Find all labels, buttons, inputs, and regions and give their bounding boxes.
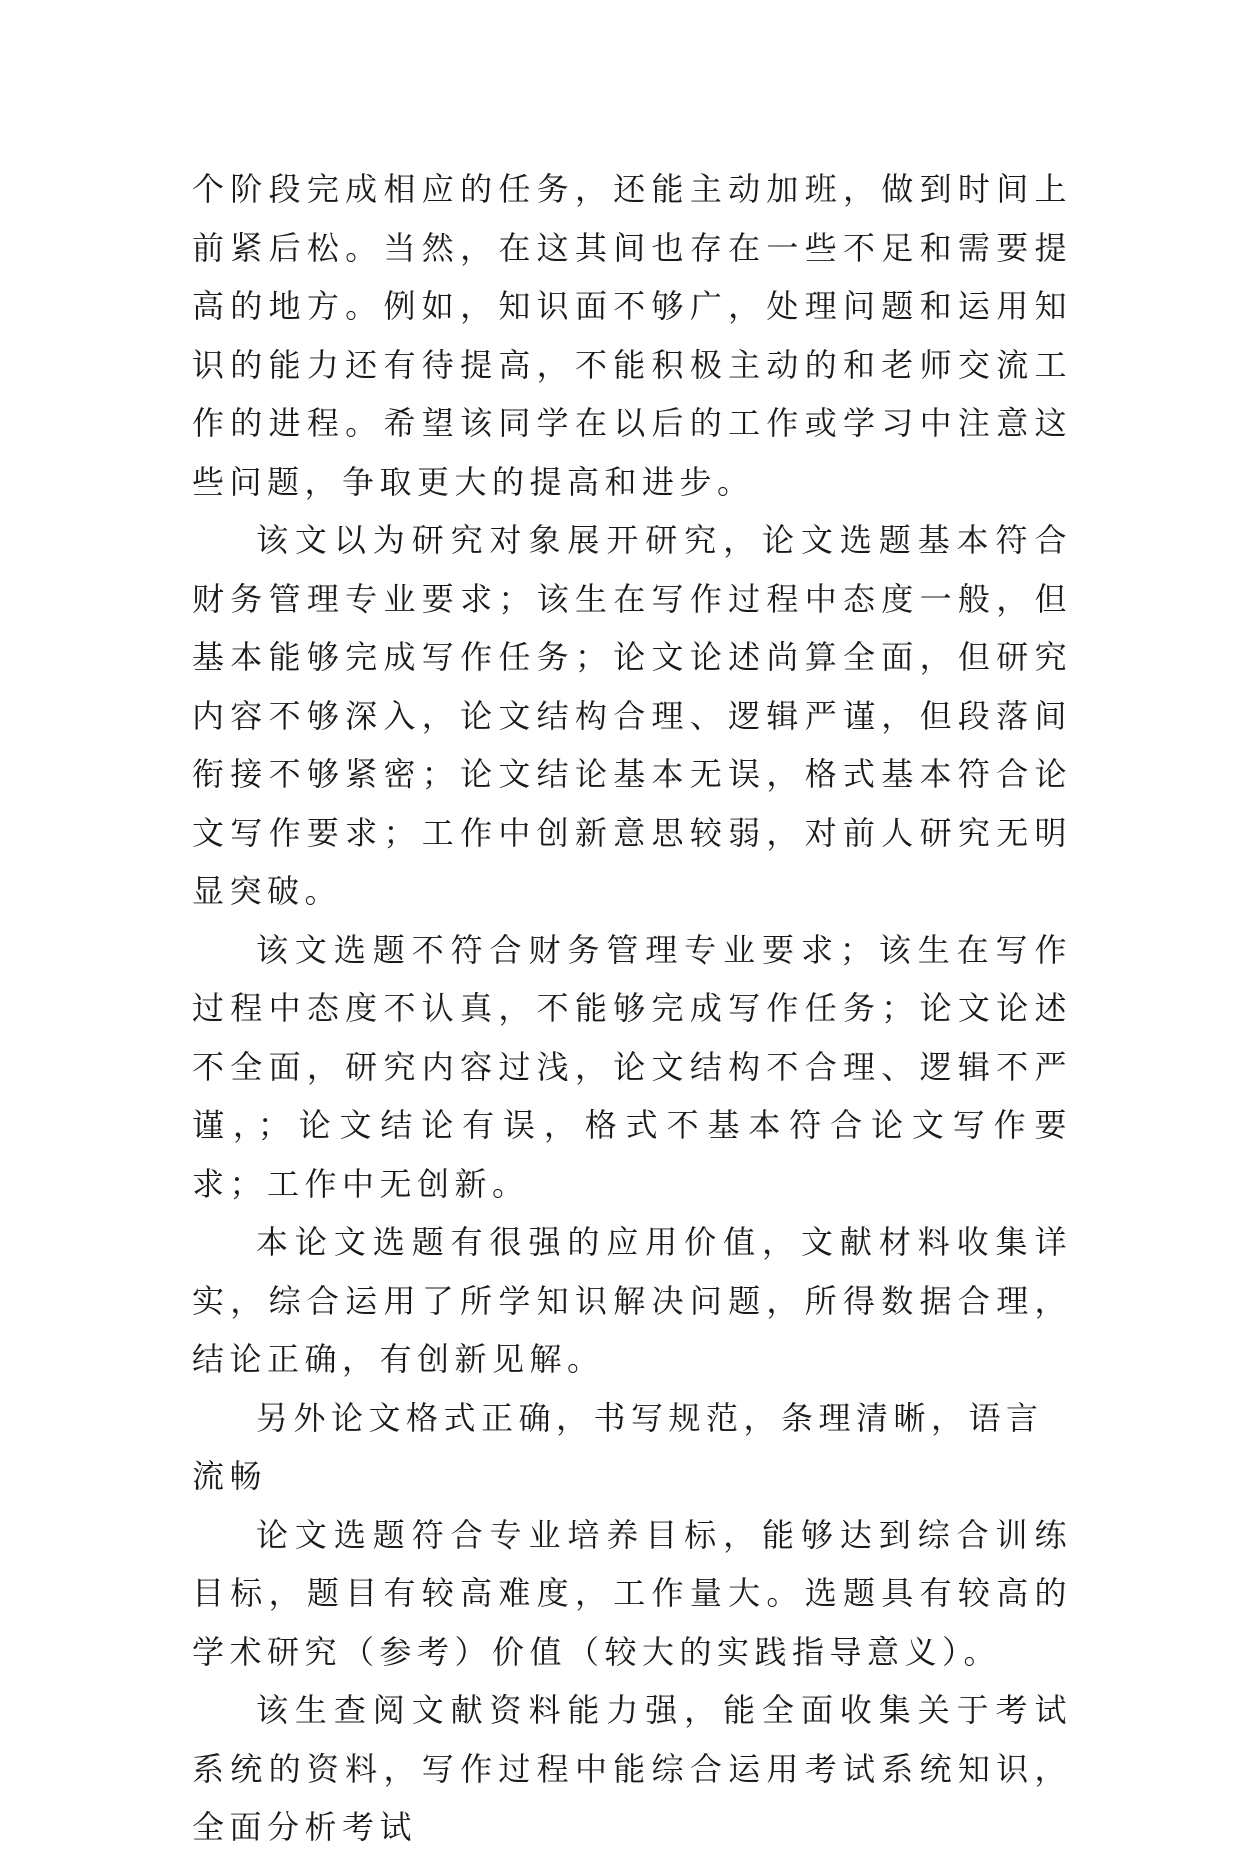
paragraph-strong-evaluation: 本论文选题有很强的应用价值，文献材料收集详实，综合运用了所学知识解决问题，所得数据合理，结论正确，有创新见解。	[192, 1223, 1072, 1378]
paragraph-failing-evaluation: 该文选题不符合财务管理专业要求；该生在写作过程中态度不认真，不能够完成写作任务；论文论述不全面，研究内容过浅，论文结构不合理、逻辑不严谨，；论文结论有误，格式不基本符合论文写作要求；工作中无创新。	[192, 930, 1072, 1203]
paragraph-format-note: 另外论文格式正确，书写规范，条理清晰，语言流畅	[192, 1398, 1044, 1495]
paragraph-research-evaluation: 该生查阅文献资料能力强，能全面收集关于考试系统的资料，写作过程中能综合运用考试系统知识，全面分析考试	[192, 1691, 1072, 1846]
document-body	[192, 160, 1072, 1857]
paragraph-topic-evaluation: 论文选题符合专业培养目标，能够达到综合训练目标，题目有较高难度，工作量大。选题具有较高的学术研究（参考）价值（较大的实践指导意义）。	[192, 1515, 1072, 1671]
paragraph-general-evaluation: 该文以为研究对象展开研究，论文选题基本符合财务管理专业要求；该生在写作过程中态度一般，但基本能够完成写作任务；论文论述尚算全面，但研究内容不够深入，论文结构合理、逻辑严谨，但段落间衔接不够紧密；论文结论基本无误，格式基本符合论文写作要求；工作中创新意思较弱，对前人研究无明显突破。	[192, 521, 1072, 910]
paragraph-continuation: 个阶段完成相应的任务，还能主动加班，做到时间上前紧后松。当然，在这其间也存在一些不足和需要提高的地方。例如，知识面不够广，处理问题和运用知识的能力还有待提高，不能积极主动的和老师交流工作的进程。希望该同学在以后的工作或学习中注意这些问题，争取更大的提高和进步。	[192, 170, 1072, 501]
